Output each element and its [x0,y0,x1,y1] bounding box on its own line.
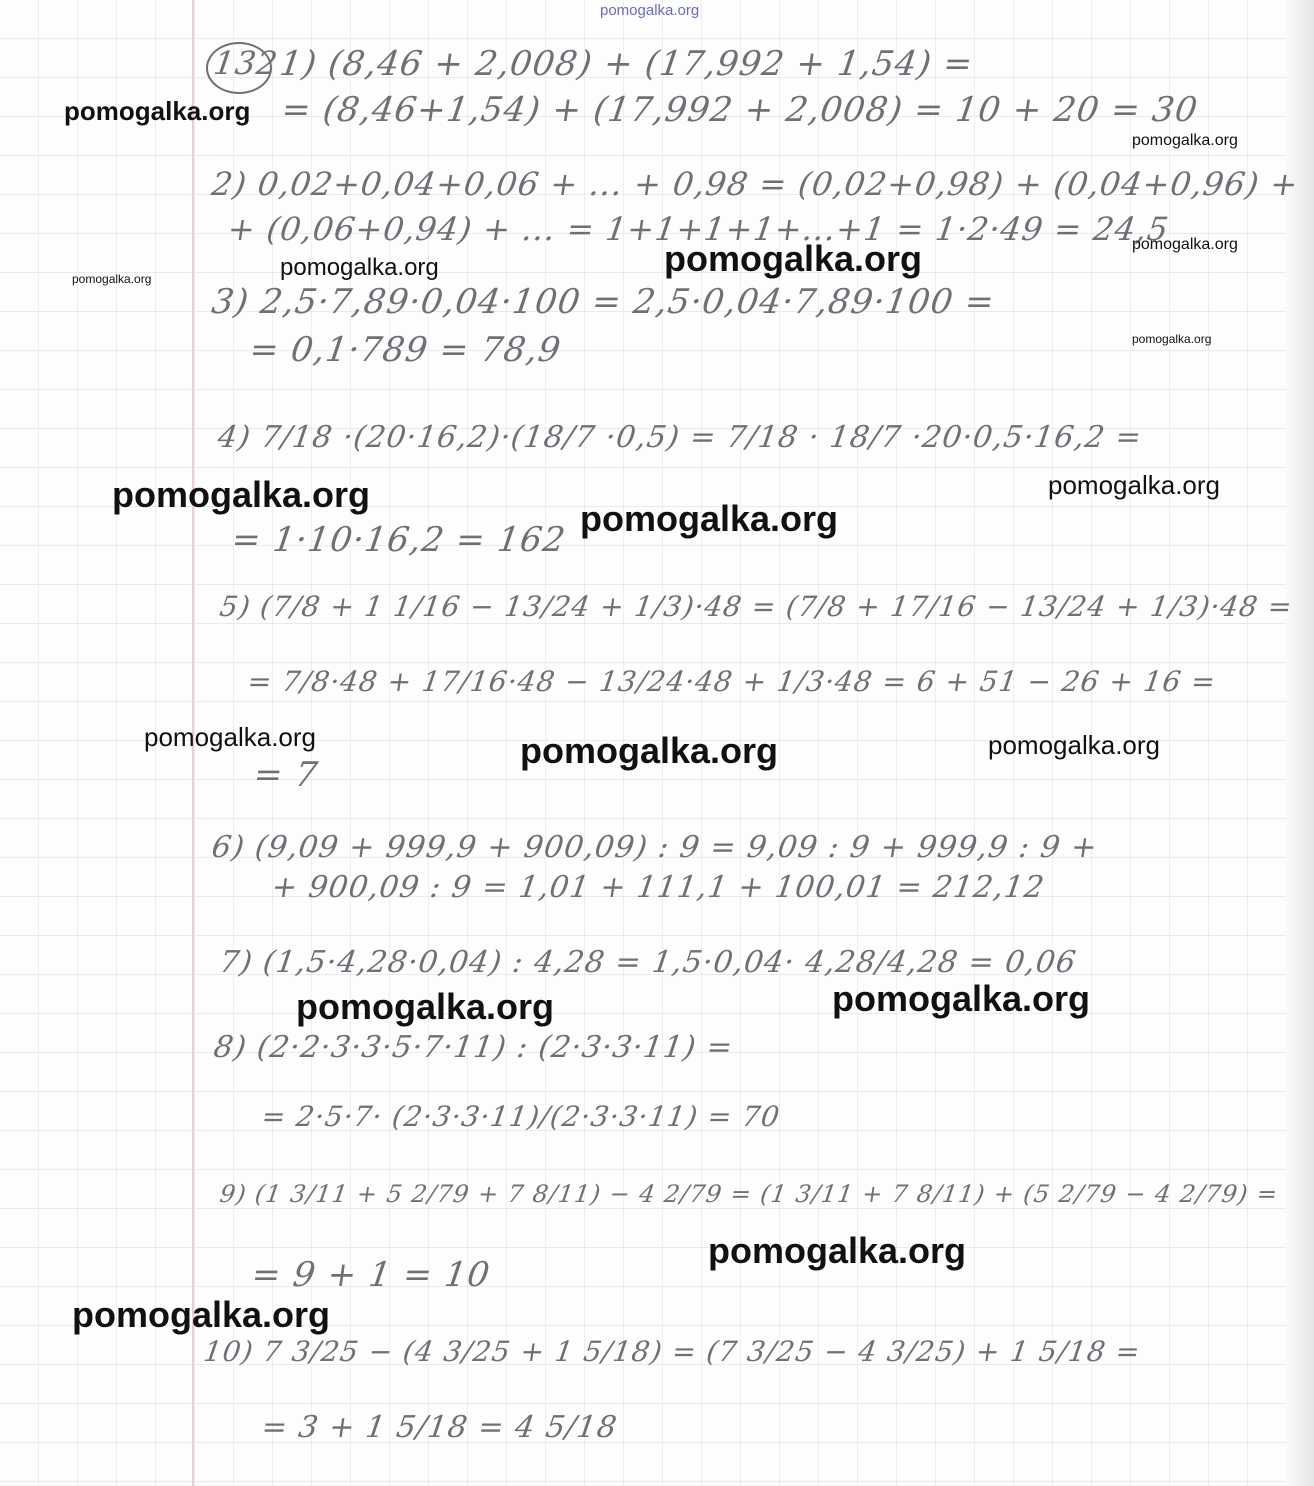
line-3: 2) 0,02+0,04+0,06 + ... + 0,98 = (0,02+0,98) + (0,04+0,96) + [209,165,1301,203]
watermark: pomogalka.org [1048,470,1220,500]
watermark: pomogalka.org [280,254,439,281]
line-9: 5) (7/8 + 1 1/16 − 13/24 + 1/3)·48 = (7/8 + 17/16 − 13/24 + 1/3)·48 = [217,590,1295,623]
line-19: 10) 7 3/25 − (4 3/25 + 1 5/18) = (7 3/25 − 4 3/25) + 1 5/18 = [201,1335,1143,1368]
watermark: pomogalka.org [72,1294,331,1335]
watermark: pomogalka.org [64,96,251,126]
watermark: pomogalka.org [144,722,316,752]
line-6: = 0,1·789 = 78,9 [247,330,564,370]
line-1: 1) (8,46 + 2,008) + (17,992 + 1,54) = [277,44,976,84]
watermark: pomogalka.org [112,474,371,515]
line-13: + 900,09 : 9 = 1,01 + 111,1 + 100,01 = 212,12 [269,870,1047,905]
line-5: 3) 2,5·7,89·0,04·100 = 2,5·0,04·7,89·100 = [209,282,998,322]
line-2: = (8,46+1,54) + (17,992 + 2,008) = 10 + 20 = 30 [279,90,1201,130]
line-14: 7) (1,5·4,28·0,04) : 4,28 = 1,5·0,04· 4,28/4,28 = 0,06 [217,945,1079,980]
watermark: pomogalka.org [520,730,779,771]
line-18: = 9 + 1 = 10 [249,1255,493,1295]
watermark: pomogalka.org [988,730,1160,760]
line-8: = 1·10·16,2 = 162 [229,520,569,560]
watermark: pomogalka.org [296,986,555,1027]
line-20: = 3 + 1 5/18 = 4 5/18 [259,1410,620,1445]
task-number: 132 [211,44,281,82]
line-7: 4) 7/18 ·(20·16,2)·(18/7 ·0,5) = 7/18 · 18/7 ·20·0,5·16,2 = [215,420,1145,455]
watermark: pomogalka.org [72,272,152,286]
line-15: 8) (2·2·3·3·5·7·11) : (2·3·3·11) = [211,1030,736,1065]
watermark: pomogalka.org [664,238,923,279]
watermark: pomogalka.org [1132,332,1212,346]
line-16: = 2·5·7· (2·3·3·11)/(2·3·3·11) = 70 [259,1100,783,1133]
watermark: pomogalka.org [832,978,1091,1019]
line-4: + (0,06+0,94) + ... = 1+1+1+1+...+1 = 1·2·49 = 24,5 [225,210,1172,248]
watermark: pomogalka.org [708,1230,967,1271]
line-11: = 7 [251,755,321,795]
page-edge [1286,0,1314,1486]
watermark: pomogalka.org [580,498,839,539]
line-10: = 7/8·48 + 17/16·48 − 13/24·48 + 1/3·48 = 6 + 51 − 26 + 16 = [245,665,1219,698]
line-12: 6) (9,09 + 999,9 + 900,09) : 9 = 9,09 : 9 + 999,9 : 9 + [209,830,1100,865]
line-17: 9) (1 3/11 + 5 2/79 + 7 8/11) − 4 2/79 = (1 3/11 + 7 8/11) + (5 2/79 − 4 2/79) = [218,1180,1281,1208]
watermark: pomogalka.org [1132,236,1238,253]
header-watermark: pomogalka.org [600,2,700,19]
watermark: pomogalka.org [1132,132,1238,149]
